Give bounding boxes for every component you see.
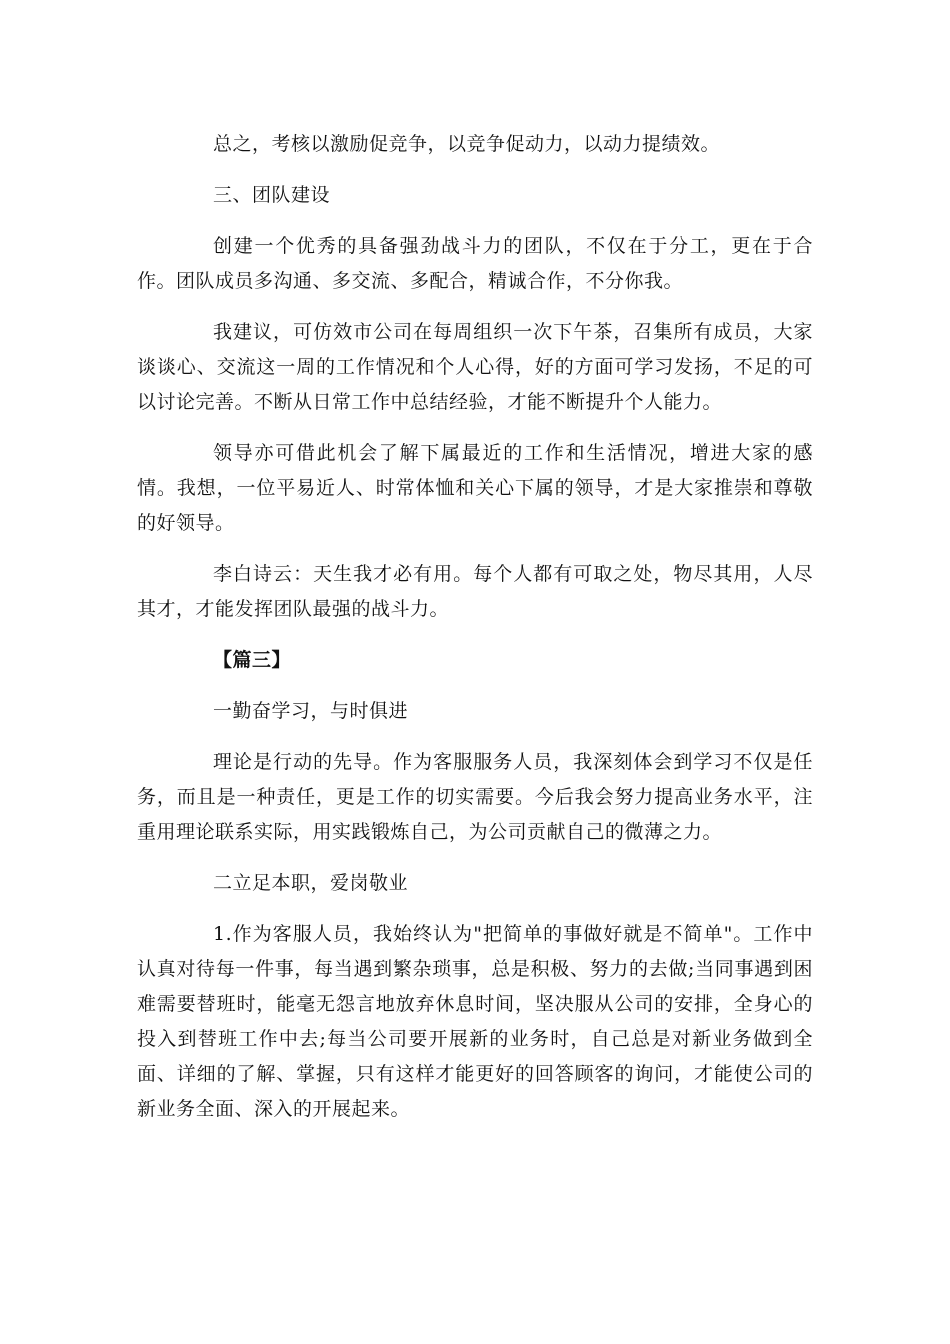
paragraph-leadership: 领导亦可借此机会了解下属最近的工作和生活情况，增进大家的感情。我想，一位平易近人、时常体恤和关心下属的领导，才是大家推崇和尊敬的好领导。 — [137, 442, 813, 534]
subheading-dedication: 二立足本职，爱岗敬业 — [213, 872, 409, 894]
paragraph-theory: 理论是行动的先导。作为客服服务人员，我深刻体会到学习不仅是任务，而且是一种责任，更是工作的切实需要。今后我会努力提高业务水平，注重用理论联系实际，用实践锻炼自己，为公司贡献自己的微薄之力。 — [137, 751, 813, 843]
paragraph-team-creation: 创建一个优秀的具备强劲战斗力的团队，不仅在于分工，更在于合作。团队成员多沟通、多交流、多配合，精诚合作，不分你我。 — [137, 235, 813, 292]
section-heading-team-building: 三、团队建设 — [213, 184, 331, 206]
paragraph-li-bai-quote: 李白诗云：天生我才必有用。每个人都有可取之处，物尽其用，人尽其才，才能发挥团队最强的战斗力。 — [137, 563, 813, 620]
paragraph-customer-service: 1.作为客服人员，我始终认为"把简单的事做好就是不简单"。工作中认真对待每一件事，每当遇到繁杂琐事，总是积极、努力的去做;当同事遇到困难需要替班时，能毫无怨言地放弃休息时间，坚决服从公司的安排，全身心的投入到替班工作中去;每当公司要开展新的业务时，自己总是对新业务做到全面、详细的了解、掌握，只有这样才能更好的回答顾客的询问，才能使公司的新业务全面、深入的开展起来。 — [137, 923, 813, 1120]
paragraph-summary: 总之，考核以激励促竞争，以竞争促动力，以动力提绩效。 — [213, 133, 721, 155]
part-three-heading: 【篇三】 — [213, 649, 292, 671]
paragraph-afternoon-tea: 我建议，可仿效市公司在每周组织一次下午茶，召集所有成员，大家谈谈心、交流这一周的工作情况和个人心得，好的方面可学习发扬，不足的可以讨论完善。不断从日常工作中总结经验，才能不断提升个人能力。 — [137, 321, 813, 413]
subheading-study: 一勤奋学习，与时俱进 — [213, 700, 409, 722]
document-body — [137, 127, 813, 1143]
